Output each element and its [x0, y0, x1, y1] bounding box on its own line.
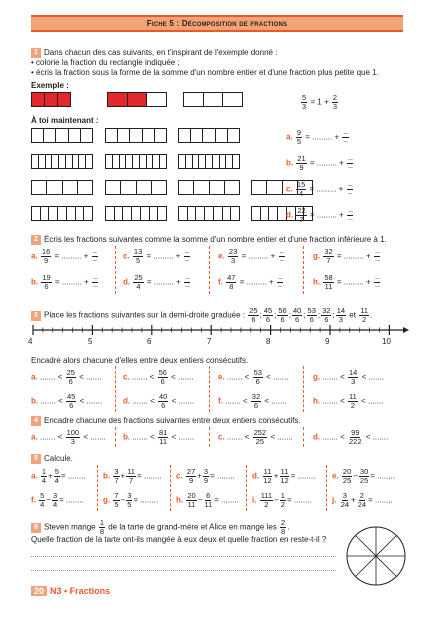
- answer-line-2[interactable]: [31, 570, 336, 571]
- ex3-grid: [31, 366, 401, 412]
- pie-circle[interactable]: [345, 525, 407, 587]
- ex3-instruction: 3 Place les fractions suivantes sur la demi-droite graduée : $\frac{25}{6}$ ; $\frac{45}{6}$ ; $\frac{56}{6}$ ; $\frac{40}{6}$ ; $\frac{53}{6}$ ; $\frac{32}{6}$ ; $\frac{14}{3}$ et $\frac{11}{2}$ .: [31, 307, 372, 324]
- exemple-label: Exemple :: [31, 81, 69, 90]
- ex5-item: c. $\frac{27}{9}$ + $\frac{3}{9}$ = ........: [176, 467, 235, 485]
- ex4-grid: [31, 427, 401, 447]
- example-rect-3: [183, 92, 243, 107]
- chapter-title: N3 • Fractions: [50, 586, 111, 596]
- tick-label-9: 9: [325, 337, 330, 346]
- ex1-answer-b: b. $\frac{21}{9}$ = ......... + $\frac{.....}{.....}$: [286, 154, 353, 172]
- ex6-statement: 6 Steven mange $\frac{1}{8}$ de la tarte de grand-mère et Alice en mange les $\frac{2}{8}$ .: [31, 519, 289, 536]
- ex2-instruction: 2 Écris les fractions suivantes comme la somme d'un nombre entier et d'une fraction inférieure à 1.: [31, 235, 387, 245]
- ex3-item: a. ....... < $\frac{25}{6}$ < .......: [31, 368, 102, 386]
- ex5-item: h. $\frac{20}{11}$ − $\frac{6}{11}$ = ........: [176, 491, 239, 509]
- tick-label-6: 6: [147, 337, 152, 346]
- ex2-item: e. $\frac{23}{3}$ = ......... + $\frac{.....}{.....}$: [218, 247, 284, 265]
- ex5-grid: [31, 465, 406, 511]
- ex4-item: c. ....... < $\frac{252}{25}$ < .......: [218, 428, 293, 446]
- ex1-line2: • colorie la fraction du rectangle indiquée ;: [31, 58, 180, 67]
- ex5-instruction: 5 Calcule.: [31, 454, 73, 464]
- ex2-item: h. $\frac{58}{11}$ = ......... + $\frac{.....}{.....}$: [313, 273, 380, 291]
- tick-label-10: 10: [382, 337, 391, 346]
- page-title: Fiche 5 : Décomposition de fractions: [31, 15, 403, 32]
- rect-d-3[interactable]: [178, 206, 240, 221]
- ex1-answer-a: a. $\frac{9}{5}$ = ......... + $\frac{.....}{.....}$: [286, 128, 348, 146]
- rect-b-3[interactable]: [178, 154, 240, 169]
- rect-a-3[interactable]: [178, 128, 240, 143]
- ex1-line1: 1 Dans chacun des cas suivants, en t'inspirant de l'exemple donné :: [31, 48, 277, 58]
- answer-line-1[interactable]: [31, 556, 336, 557]
- ex5-item: i. $\frac{111}{2}$ − $\frac{1}{2}$ = ........: [252, 491, 312, 509]
- ex2-item: g. $\frac{32}{7}$ = ......... + $\frac{.....}{.....}$: [313, 247, 380, 265]
- number-line: [25, 322, 410, 350]
- ex3-item: b. ....... < $\frac{45}{6}$ < .......: [31, 392, 103, 410]
- tick-label-4: 4: [28, 337, 33, 346]
- ex5-item: d. $\frac{11}{12}$ + $\frac{11}{12}$ = ........: [252, 467, 316, 485]
- rect-b-1[interactable]: [31, 154, 93, 169]
- ex5-item: j. $\frac{3}{24}$ + $\frac{2}{24}$ = ........: [332, 491, 393, 509]
- ex1-number: 1: [31, 48, 41, 58]
- example-equation: $\frac{5}{3}$ = 1 + $\frac{2}{3}$: [302, 93, 338, 111]
- ex4-item: b. ....... < $\frac{81}{11}$ < .......: [123, 428, 195, 446]
- ex3-encadre: Encadre alors chacune d'elles entre deux entiers consécutifs.: [31, 356, 249, 365]
- ex2-item: c. $\frac{13}{5}$ = ......... + $\frac{.....}{.....}$: [123, 247, 189, 265]
- tick-label-7: 7: [207, 337, 212, 346]
- page-number: 20: [31, 586, 47, 596]
- rect-b-2[interactable]: [105, 154, 167, 169]
- rect-c-3[interactable]: [178, 180, 240, 195]
- ex3-item: d. ....... < $\frac{40}{6}$ < .......: [123, 392, 195, 410]
- rect-d-2[interactable]: [105, 206, 167, 221]
- ex6-question: Quelle fraction de la tarte ont-ils mangée à eux deux et quelle fraction en reste-t-il ?: [31, 535, 327, 544]
- ex3-item: e. ....... < $\frac{53}{6}$ < .......: [218, 368, 289, 386]
- toi-label: À toi maintenant :: [31, 116, 99, 125]
- ex1-answer-d: d. $\frac{22}{7}$ = ......... + $\frac{.....}{.....}$: [286, 206, 353, 224]
- footer: [31, 586, 110, 596]
- rect-d-1[interactable]: [31, 206, 93, 221]
- ex5-item: e. $\frac{20}{25}$ − $\frac{30}{25}$ = ........: [332, 467, 395, 485]
- ex1-answer-c: c. $\frac{15}{4}$ = ......... + $\frac{.....}{.....}$: [286, 180, 352, 198]
- ex2-item: b. $\frac{19}{6}$ = ......... + $\frac{.....}{.....}$: [31, 273, 98, 291]
- ex2-item: a. $\frac{16}{9}$ = ......... + $\frac{.....}{.....}$: [31, 247, 97, 265]
- ex2-grid: [31, 246, 401, 296]
- ex4-item: a. ....... < $\frac{100}{3}$ < .......: [31, 428, 106, 446]
- ex5-item: b. $\frac{3}{7}$ + $\frac{11}{7}$ = ........: [103, 467, 162, 485]
- ex2-item: d. $\frac{25}{4}$ = ......... + $\frac{.....}{.....}$: [123, 273, 190, 291]
- tick-label-8: 8: [266, 337, 271, 346]
- example-rect-2: [107, 92, 167, 107]
- ex2-item: f. $\frac{47}{8}$ = ......... + $\frac{.....}{.....}$: [218, 273, 283, 291]
- example-rect-1: [31, 92, 71, 107]
- ex4-item: d. ....... < $\frac{99}{222}$ < .......: [313, 428, 389, 446]
- ex5-item: f. $\frac{5}{4}$ − $\frac{3}{4}$ = ........: [31, 491, 84, 509]
- rect-a-1[interactable]: [31, 128, 93, 143]
- ex3-item: h. ....... < $\frac{11}{2}$ < .......: [313, 392, 384, 410]
- ex5-item: a. $\frac{1}{4}$ + $\frac{5}{4}$ = ........: [31, 467, 86, 485]
- ex3-item: g. ....... < $\frac{14}{3}$ < .......: [313, 368, 385, 386]
- ex3-item: f. ....... < $\frac{32}{6}$ < .......: [218, 392, 287, 410]
- rect-a-2[interactable]: [105, 128, 167, 143]
- ex3-item: c. ....... < $\frac{56}{6}$ < .......: [123, 368, 194, 386]
- rect-c-2[interactable]: [105, 180, 167, 195]
- tick-label-5: 5: [88, 337, 93, 346]
- rect-c-1[interactable]: [31, 180, 93, 195]
- ex4-instruction: 4 Encadre chacune des fractions suivantes entre deux entiers consécutifs.: [31, 416, 301, 426]
- ex5-item: g. $\frac{7}{5}$ − $\frac{3}{5}$ = ........: [103, 491, 159, 509]
- ex1-line3: • écris la fraction sous la forme de la somme d'un nombre entier et d'une fraction plus petite que 1.: [31, 68, 379, 77]
